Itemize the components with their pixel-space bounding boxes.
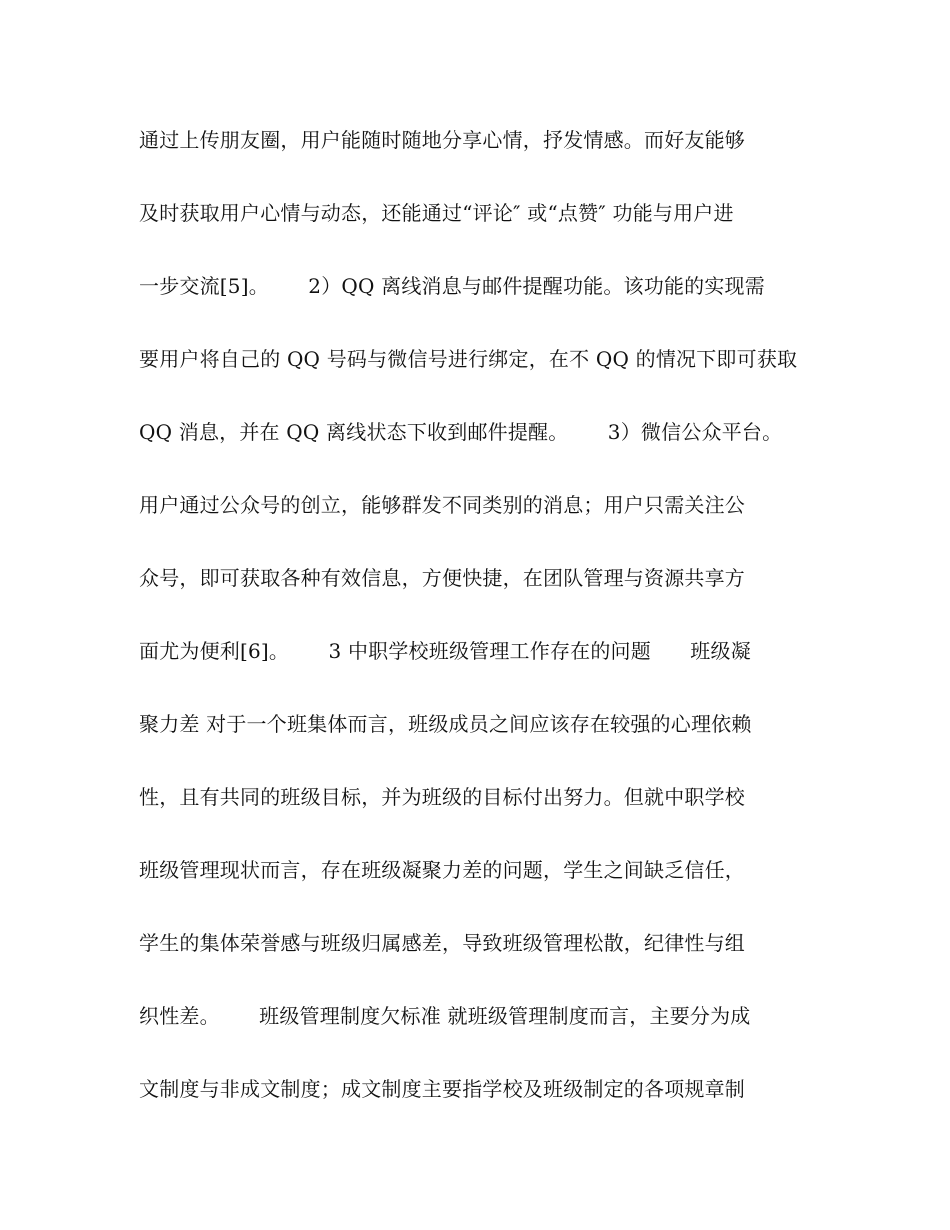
text-line: 面尤为便利[6]。 3 中职学校班级管理工作存在的问题 班级凝 — [139, 639, 751, 663]
text-line: 用户通过公众号的创立，能够群发不同类别的消息；用户只需关注公 — [139, 493, 745, 517]
text-line: 班级管理现状而言，存在班级凝聚力差的问题，学生之间缺乏信任， — [139, 858, 745, 882]
text-line: 要用户将自己的 QQ 号码与微信号进行绑定，在不 QQ 的情况下即可获取 — [139, 347, 798, 371]
text-line: 织性差。 班级管理制度欠标准 就班级管理制度而言，主要分为成 — [139, 1004, 751, 1028]
body-text — [139, 120, 829, 1142]
text-line: 通过上传朋友圈，用户能随时随地分享心情，抒发情感。而好友能够 — [139, 128, 745, 152]
text-line: 一步交流[5]。 2）QQ 离线消息与邮件提醒功能。该功能的实现需 — [139, 274, 765, 298]
text-line: 聚力差 对于一个班集体而言，班级成员之间应该存在较强的心理依赖 — [139, 712, 752, 736]
text-line: 学生的集体荣誉感与班级归属感差，导致班级管理松散，纪律性与组 — [139, 931, 745, 955]
text-line: 文制度与非成文制度；成文制度主要指学校及班级制定的各项规章制 — [139, 1077, 745, 1101]
text-line: 性，且有共同的班级目标，并为班级的目标付出努力。但就中职学校 — [139, 785, 745, 809]
text-line: 及时获取用户心情与动态，还能通过“评论″ 或“点赞″ 功能与用户进 — [139, 201, 734, 225]
text-line: 众号，即可获取各种有效信息，方便快捷，在团队管理与资源共享方 — [139, 566, 745, 590]
text-line: QQ 消息，并在 QQ 离线状态下收到邮件提醒。 3）微信公众平台。 — [139, 420, 783, 444]
